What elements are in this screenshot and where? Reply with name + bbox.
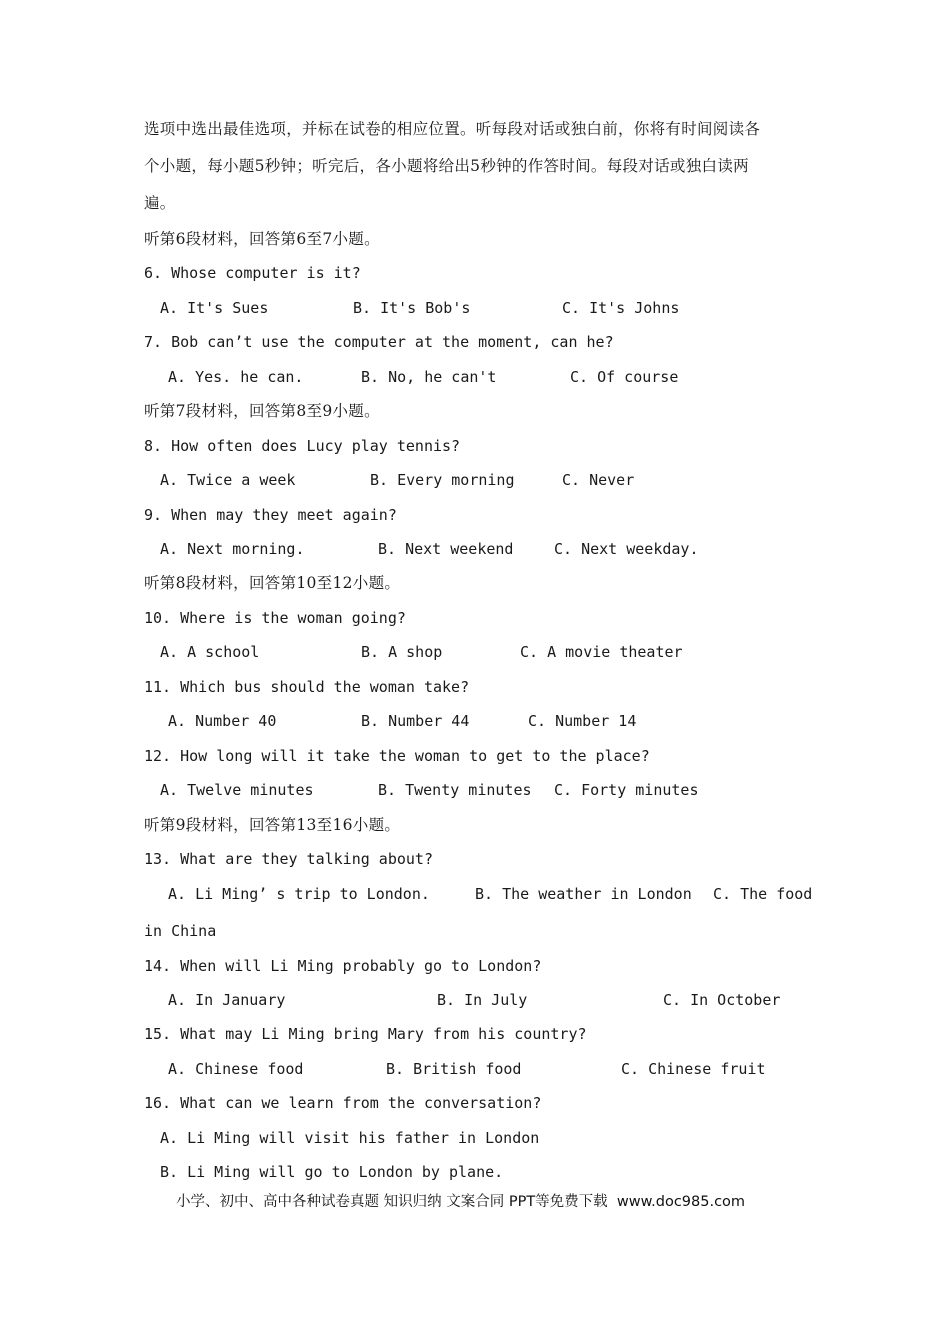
q8-option-a: A. Twice a week: [160, 471, 296, 489]
section-heading-9: 听第9段材料，回答第13至16小题。: [144, 816, 401, 834]
q13-option-a: A. Li Ming’ s trip to London.: [168, 885, 430, 903]
question-15: 15. What may Li Ming bring Mary from his country?: [144, 1025, 587, 1043]
q9-option-c: C. Next weekday.: [554, 540, 699, 558]
intro-line-1: 选项中选出最佳选项，并标在试卷的相应位置。听每段对话或独白前，你将有时间阅读各: [144, 120, 761, 138]
intro-line-3: 遍。: [144, 194, 176, 212]
question-7: 7. Bob can’t use the computer at the moment, can he?: [144, 333, 614, 351]
q7-option-b: B. No, he can't: [361, 368, 497, 386]
question-10: 10. Where is the woman going?: [144, 609, 406, 627]
q13-option-c-continued: in China: [144, 922, 217, 940]
intro-line-2: 个小题，每小题5秒钟；听完后，各小题将给出5秒钟的作答时间。每段对话或独白读两: [144, 157, 749, 175]
q8-option-c: C. Never: [562, 471, 635, 489]
section-heading-8: 听第8段材料，回答第10至12小题。: [144, 574, 401, 592]
q6-option-a: A. It's Sues: [160, 299, 269, 317]
q15-option-c: C. Chinese fruit: [621, 1060, 766, 1078]
q13-option-b: B. The weather in London: [475, 885, 692, 903]
q8-option-b: B. Every morning: [370, 471, 515, 489]
question-16: 16. What can we learn from the conversation?: [144, 1094, 542, 1112]
q9-option-a: A. Next morning.: [160, 540, 305, 558]
q12-option-b: B. Twenty minutes: [378, 781, 532, 799]
question-12: 12. How long will it take the woman to get to the place?: [144, 747, 650, 765]
question-8: 8. How often does Lucy play tennis?: [144, 437, 461, 455]
section-heading-6: 听第6段材料，回答第6至7小题。: [144, 230, 380, 248]
q14-option-c: C. In October: [663, 991, 781, 1009]
question-11: 11. Which bus should the woman take?: [144, 678, 470, 696]
q11-option-a: A. Number 40: [168, 712, 277, 730]
q6-option-c: C. It's Johns: [562, 299, 680, 317]
question-14: 14. When will Li Ming probably go to London?: [144, 957, 542, 975]
question-9: 9. When may they meet again?: [144, 506, 397, 524]
q10-option-c: C. A movie theater: [520, 643, 683, 661]
footer-watermark: 小学、初中、高中各种试卷真题 知识归纳 文案合同 PPT等免费下载 www.doc985.com: [176, 1194, 746, 1210]
q12-option-a: A. Twelve minutes: [160, 781, 314, 799]
q15-option-b: B. British food: [386, 1060, 522, 1078]
q14-option-a: A. In January: [168, 991, 286, 1009]
q7-option-a: A. Yes. he can.: [168, 368, 304, 386]
question-6: 6. Whose computer is it?: [144, 264, 361, 282]
section-heading-7: 听第7段材料，回答第8至9小题。: [144, 402, 380, 420]
q16-option-b: B. Li Ming will go to London by plane.: [160, 1163, 504, 1181]
q11-option-b: B. Number 44: [361, 712, 470, 730]
q15-option-a: A. Chinese food: [168, 1060, 304, 1078]
q10-option-b: B. A shop: [361, 643, 443, 661]
q16-option-a: A. Li Ming will visit his father in London: [160, 1129, 540, 1147]
q7-option-c: C. Of course: [570, 368, 679, 386]
q13-option-c: C. The food: [713, 885, 813, 903]
question-13: 13. What are they talking about?: [144, 850, 433, 868]
q9-option-b: B. Next weekend: [378, 540, 514, 558]
q10-option-a: A. A school: [160, 643, 260, 661]
q6-option-b: B. It's Bob's: [353, 299, 471, 317]
q12-option-c: C. Forty minutes: [554, 781, 699, 799]
q11-option-c: C. Number 14: [528, 712, 637, 730]
q14-option-b: B. In July: [437, 991, 528, 1009]
